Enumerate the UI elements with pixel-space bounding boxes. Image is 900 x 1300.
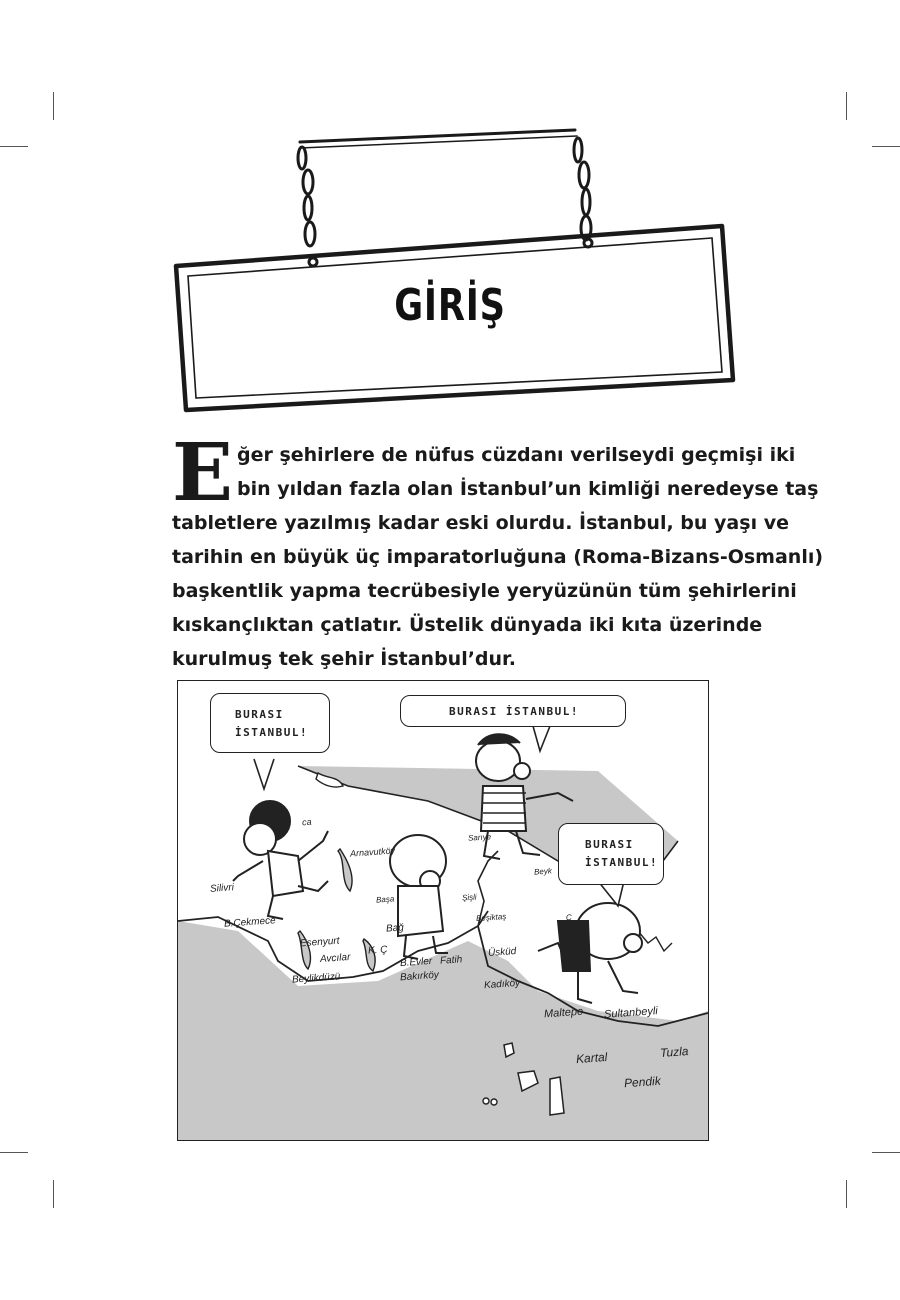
bubble-text: BURASI [585, 838, 634, 851]
paragraph-line: ğer şehirlere de nüfus cüzdanı verilseydi geçmişi iki [236, 444, 796, 466]
character-curly-hair [233, 801, 328, 919]
bubble-text: İSTANBUL! [585, 856, 659, 869]
place-label: Başa [375, 894, 395, 905]
bubble-text: BURASI [235, 708, 284, 721]
place-label: Esenyurt [299, 935, 340, 950]
speech-bubble-right [558, 823, 664, 885]
crop-mark [0, 1152, 28, 1153]
place-label: Tuzla [659, 1044, 689, 1060]
bubble-text: BURASI İSTANBUL! [449, 705, 579, 718]
place-label: Fatih [439, 954, 463, 967]
place-label: Arnavutköy [349, 845, 396, 859]
bubble-text: İSTANBUL! [235, 726, 309, 739]
place-label: Ç [565, 912, 573, 923]
istanbul-map-illustration [177, 680, 709, 1141]
crop-mark [53, 1180, 54, 1208]
place-label: Kadıköy [483, 977, 521, 992]
place-label: Maltepe [543, 1005, 584, 1021]
place-label: Beylikdüzü [291, 971, 341, 986]
paragraph-line: bin yıldan fazla olan İstanbul’un kimliği neredeyse taş [236, 478, 819, 500]
place-label: Şişli [461, 892, 477, 903]
drop-cap: E [172, 425, 233, 519]
paragraph-line: kıskançlıktan çatlatır. Üstelik dünyada iki kıta üzerinde [172, 614, 763, 636]
character-crawling-boy [538, 903, 642, 1003]
intro-paragraph [172, 425, 824, 676]
speech-bubble-top [400, 695, 626, 727]
hanging-sign-illustration [0, 0, 900, 430]
page-title: GİRİŞ [394, 280, 506, 331]
place-label: Bakırköy [399, 969, 440, 984]
place-label: Pendik [623, 1073, 662, 1091]
place-label: Sultanbeyli [603, 1005, 659, 1021]
paragraph-line: tabletlere yazılmış kadar eski olurdu. İstanbul, bu yaşı ve [172, 512, 789, 534]
character-middle-boy [390, 835, 448, 959]
paragraph-line: tarihin en büyük üç imparatorluğuna (Roma-Bizans-Osmanlı) [172, 546, 824, 568]
paragraph-line: kurulmuş tek şehir İstanbul’dur. [172, 648, 516, 670]
place-label: Silivri [209, 882, 235, 895]
speech-bubble-left [210, 693, 330, 753]
place-label: ca [301, 816, 312, 828]
place-label: B.Evler [399, 955, 433, 970]
place-label: K. Ç [367, 944, 388, 957]
place-label: Beşiktaş [475, 911, 507, 924]
place-label: Üsküd [487, 946, 517, 959]
place-label: Sarıye [467, 832, 492, 843]
crop-mark [846, 1180, 847, 1208]
paragraph-line: başkentlik yapma tecrübesiyle yeryüzünün tüm şehirlerini [172, 580, 797, 602]
place-label: Bağ [385, 922, 405, 935]
place-label: Kartal [575, 1049, 608, 1067]
place-label: B.Çekmece [223, 915, 277, 930]
place-label: Avcılar [319, 951, 351, 966]
crop-mark [872, 1152, 900, 1153]
place-label: Beyk [533, 866, 553, 877]
